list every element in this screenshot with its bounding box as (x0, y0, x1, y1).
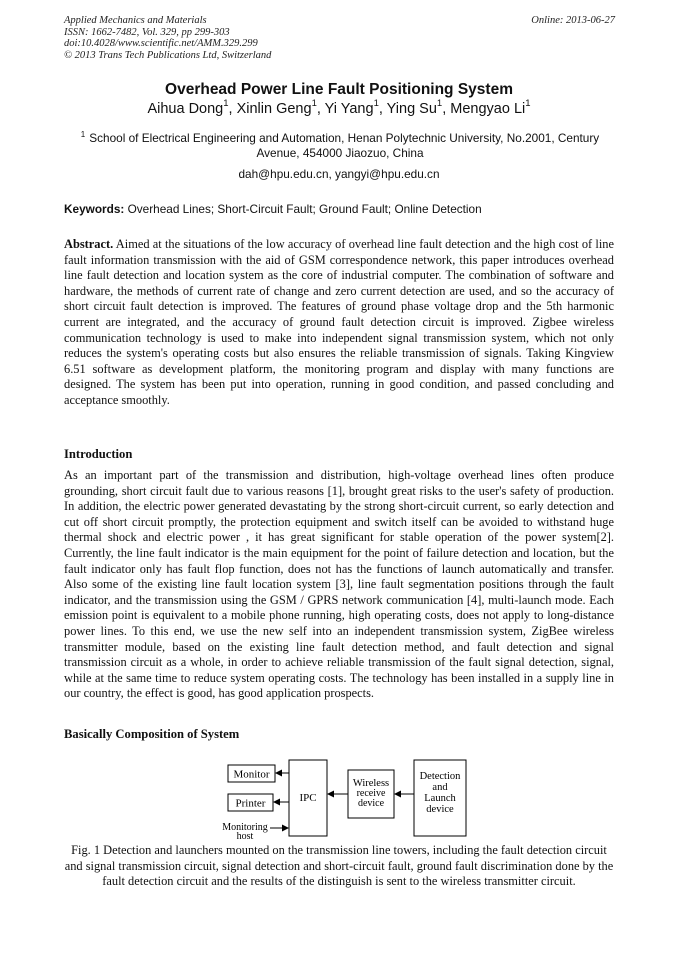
author-affil-mark: 1 (373, 98, 379, 110)
affiliation (70, 131, 610, 161)
doi-line: doi:10.4028/www.scientific.net/AMM.329.299 (64, 38, 258, 49)
author-affil-mark: 1 (223, 98, 229, 110)
detection-label-4: device (426, 804, 454, 815)
journal-header (64, 15, 271, 61)
issn-line: ISSN: 1662-7482, Vol. 329, pp 299-303 (64, 26, 230, 38)
keywords-text: Overhead Lines; Short-Circuit Fault; Ground Fault; Online Detection (127, 202, 482, 216)
author-emails: dah@hpu.edu.cn, yangyi@hpu.edu.cn (238, 167, 440, 181)
abstract-text: Aimed at the situations of the low accuracy of overhead line fault detection and the high cost of line fault information transmission with the aid of GSM correspondence network, this paper introduces overhead line fault detection and location system as the core of industrial computer. The combination of software and hardware, the methods of current rate of change and zero current detection are used, and so the accuracy of short circuit fault detection is improved. The features of ground phase voltage drop and the 5th harmonic current are integrated, and the accuracy of ground fault detection circuit is improved. Zigbee wireless communication technology is used to make into independent signal transmission system, which not only reduces the system's operating costs but also ensures the reliable transmission of signals. Taking Kingview 6.51 software as development platform, the monitoring program and display with many functions are designed. The system has been put into operation, running in good condition, and passed concluding and acceptance smoothly. (64, 237, 614, 407)
author-name: Yi Yang (324, 101, 374, 117)
detection-label-2: and (432, 782, 448, 793)
wireless-label-1: Wireless (352, 778, 390, 789)
online-date: Online: 2013-06-27 (531, 15, 615, 26)
figure-caption: Fig. 1 Detection and launchers mounted on the transmission line towers, including the fault detection circuit and signal transmission circuit, signal detection and short-circuit fault, ground fault discrimination done by the fault detection circuit and the results of the distinguish is sent to the wireless transmitter circuit. (64, 843, 614, 889)
detection-label-3: Launch (424, 793, 456, 804)
author-name: Xinlin Geng (236, 101, 312, 117)
introduction-text: As an important part of the transmission and distribution, high-voltage overhead lines often produce grounding, short circuit fault due to various reasons [1], brought great risks to the user's safety of production. In addition, the electric power generated devastating by the strong short-circuit current, so early detection and cut off short circuit promptly, the protection equipment and switch itself can be avoided to withstand huge thermal shock and electric power , it has great significant for stable operation of the power system[2]. Currently, the line fault indicator is the main equipment for the point of failure detection and location, but the fault indicator only has fault flop function, does not has the functions of launch automatically and transfer. Also some of the existing line fault location system [3], line fault segmentation positions through the fault indicator, and the transmission using the GSM / GPRS network communication [4], multi-launch mode. Each emission point is equivalent to a mobile phone running, high operating costs, does not apply to long-distance power lines. To this end, we use the new self into an independent transmission system, ZigBee wireless transmitter module, based on the existing line fault detection method, and fault detection and signal transmission circuit as a whole, in order to achieve reliable transmission of the fault signal detection, signal, while at the same time to reduce system operating costs. The technology has been installed in a supply line in our country, the effect is good, has good application prospects. (64, 468, 614, 701)
author-list: Aihua Dong$^1$, Xinlin Geng$^1$, Yi Yang$^1$, Ying Su$^1$, Mengyao Li$^1$ (147, 98, 531, 117)
wireless-label-3: device (357, 798, 385, 809)
composition-heading: Basically Composition of System (64, 727, 240, 741)
author-affil-mark: 1 (436, 98, 443, 110)
keywords (64, 202, 624, 216)
author-name: Ying Su (386, 101, 437, 117)
monitor-label: Monitor (233, 768, 270, 781)
keywords-label: Keywords: (64, 202, 125, 216)
journal-name: Applied Mechanics and Materials (64, 15, 207, 26)
wireless-label-2: receive (356, 788, 386, 799)
introduction-heading: Introduction (64, 447, 133, 461)
abstract-label: Abstract. (64, 237, 114, 251)
system-block-diagram (210, 756, 470, 842)
affiliation-text: School of Electrical Engineering and Automation, Henan Polytechnic University, No.2001, Century Avenue, 454000 Jiaozuo, China (89, 131, 600, 160)
author-affil-mark: 1 (525, 98, 531, 110)
paper-title: Overhead Power Line Fault Positioning System (165, 81, 513, 98)
author-name: Mengyao Li (450, 101, 526, 117)
author-name: Aihua Dong (147, 101, 224, 117)
detection-label-1: Detection (419, 771, 461, 782)
monitoring-host-label-2: host (236, 831, 254, 842)
abstract (64, 237, 614, 409)
copyright-line: © 2013 Trans Tech Publications Ltd, Switzerland (64, 49, 272, 61)
monitoring-host-label: Monitoring (222, 822, 268, 833)
author-affil-mark: 1 (311, 98, 317, 110)
printer-label: Printer (235, 797, 266, 810)
ipc-label: IPC (299, 792, 317, 804)
affiliation-mark: 1 (80, 130, 86, 140)
